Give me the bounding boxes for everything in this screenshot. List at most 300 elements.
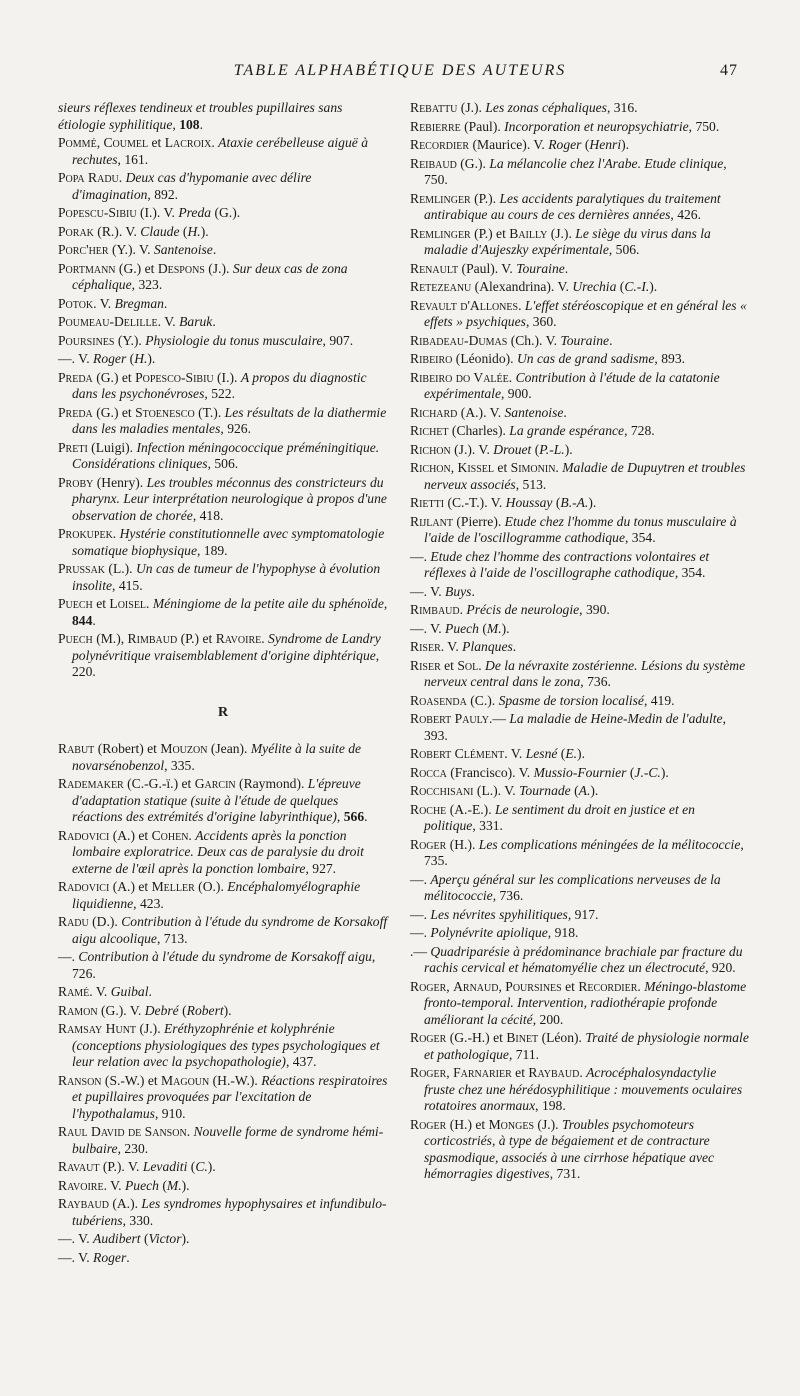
entry-text: , 731. [549,1166,581,1181]
index-entry [58,333,388,350]
article-title: Les résultats de la diathermie dans les maladies mentales [72,404,387,436]
entry-text: . [364,809,368,824]
index-entry [410,979,750,1029]
entry-text: (G.-H.) et [446,1030,507,1045]
entry-text: (J.). V. [450,441,494,457]
article-title: Acrocéphalosyndactylie fruste chez une hérédosyphilitique : mouvements oculaires rotatoires anormaux [424,1065,743,1113]
author-name: Meller [151,879,195,894]
article-title: Audibert [93,1231,141,1246]
author-name: Ramsay Hunt [58,1021,137,1036]
article-title: Le sentiment du droit en justice et en politique [424,801,695,833]
entry-text: 108 [179,116,200,132]
entry-text: , 230. [117,1140,149,1156]
entry-text: , 893. [654,351,686,366]
article-title: La mélancolie chez l'Arabe. Etude clinique [489,155,724,171]
entry-text: ( [140,1231,149,1246]
article-title: Contribution à l'étude du syndrome de Korsakoff aigu alcoolique [72,914,388,946]
entry-text: (A.-E.). [446,801,495,817]
article-title: Puech [445,620,479,636]
entry-text: , 323. [131,277,163,292]
author-name: Ribadeau-Dumas [410,332,508,348]
index-entry [58,776,388,826]
index-entry [58,242,388,259]
index-entry [58,224,388,241]
article-title: Méningo-blastome fronto-temporal. Intervention, radiothérapie profonde améliorant la cécité [424,978,747,1027]
entry-text: (H.) et [446,1116,489,1132]
entry-text: et [92,596,110,611]
entry-text: ( [126,351,135,366]
entry-text: , 415. [112,577,143,593]
index-entry [410,495,750,512]
author-name: Richon [410,441,451,457]
author-name: Popa Radu [58,170,119,185]
entry-text: , 390. [579,602,610,617]
index-entry [410,100,750,117]
index-entry [410,1030,750,1063]
article-title: Physiologie du tonus musculaire [145,332,323,348]
index-entry [58,828,388,878]
author-name: Ravaut [58,1159,100,1174]
article-title: H. [134,351,148,366]
index-entry [410,423,750,440]
entry-text: , 506. [207,456,239,471]
entry-text: . [508,369,516,385]
index-entry [410,279,750,296]
entry-text: . [555,460,563,475]
entry-text: (R.). V. [93,223,141,239]
index-entry [58,1073,388,1123]
entry-text: , 330. [122,1212,154,1228]
author-name: Rietti [410,495,445,510]
article-title: J.-C. [634,764,661,780]
entry-text: —. [410,871,431,887]
index-entry [410,298,750,331]
article-title: Urechia [572,279,617,294]
article-title: L'épreuve d'adaptation statique (suite à l'étude de quelques réactions des extrémités d'origine labyrinthique) [72,776,361,824]
index-entry [58,296,388,313]
entry-text: , [450,460,458,475]
entry-text: , [383,596,388,611]
entry-text: —. [410,906,431,922]
index-entry [58,261,388,294]
author-name: Rimbaud [127,631,178,646]
entry-text: , 736. [580,674,611,689]
index-entry [410,1117,750,1183]
entry-text: ( [616,279,625,294]
entry-text: . [126,1249,130,1265]
author-name: Preda [58,369,93,385]
article-title: Troubles psychomoteurs corticostriés, à type de bégaiement et de contracture spasmodique, associés à une cirrhose hépatique avec hémorragies digestives [424,1116,715,1181]
entry-text: , 726. [72,949,376,981]
entry-text: . [609,332,613,348]
index-entry [410,226,750,259]
entry-text: (P.) et [470,225,510,241]
index-entry [410,693,750,710]
author-name: Richon [410,460,451,475]
author-name: Puech [58,596,93,611]
author-name: Reibaud [410,155,457,171]
index-entry [58,205,388,222]
entry-text: , 927. [305,860,337,876]
entry-text: . [459,602,467,617]
author-name: Riser [410,657,441,673]
entry-text: R [217,704,229,720]
entry-text: . [512,639,517,654]
index-entry [58,741,388,774]
author-name: Roger [410,1065,447,1080]
entry-text: ). [207,1159,216,1174]
entry-text: (H.-W.). [209,1072,262,1088]
entry-text: (C.). [466,692,499,708]
index-entry [58,914,388,947]
author-name: Ribeiro [410,351,453,366]
author-name: Monges [488,1116,535,1132]
entry-text: , 750. [688,118,720,134]
index-entry [58,526,388,559]
article-title: Maladie de Dupuytren et troubles nerveux associés [424,460,746,492]
index-entry [58,949,388,982]
entry-text: , 220. [72,647,380,679]
entry-text: . V. [89,984,111,999]
author-name: Prussak [58,561,106,576]
article-title: sieurs réflexes tendineux et troubles pupillaires sans étiologie syphilitique, [58,100,343,132]
entry-text: , 354. [674,565,706,580]
entry-text: , 437. [285,1054,317,1069]
author-name: Roasenda [410,692,467,708]
article-title: M. [486,620,502,636]
entry-text: . [186,1124,194,1139]
entry-text: —. V. [58,351,94,366]
entry-text: et [440,657,458,673]
author-name: Mouzon [160,741,208,756]
article-title: Contribution à l'étude de la catatonie expérimentale [424,369,720,401]
article-title: Preda [178,205,212,220]
entry-text: , 418. [192,507,224,523]
index-entry [58,1250,388,1267]
article-title: De la névraxite zostérienne. Lésions du système nerveux central dans le zona [424,657,746,689]
entry-text: ). [660,764,669,780]
index-entry [410,746,750,763]
index-entry [58,370,388,403]
entry-text: ). [621,137,630,152]
author-name: Poursines [505,978,562,994]
article-title: Un cas de tumeur de l'hypophyse à évolution insolite [72,561,381,593]
entry-text: , 711. [508,1046,540,1062]
article-title: Roger [93,351,127,366]
author-name: Poursines [58,332,115,348]
index-entry [58,314,388,331]
entry-text: (G.). [456,155,490,171]
entry-text: (G.). V. [97,1002,145,1018]
entry-text: .— [488,711,510,726]
entry-text: . [563,404,567,420]
author-name: Proby [58,474,94,490]
index-entry [410,370,750,403]
article-title: Hystérie constitutionnelle avec symptomatologie somatique biophysique [72,526,385,558]
entry-text: . [637,978,645,994]
author-name: Ranson [58,1072,102,1088]
entry-text: (J.). [534,1116,562,1132]
author-name: Ramé [58,984,90,999]
author-name: Rimbaud [410,602,460,617]
author-name: Pommé [58,135,97,150]
entry-text: . [148,984,152,999]
article-title: Les accidents paralytiques du traitement antirabique au cours de ces dernières années [424,190,721,222]
entry-text: , 426. [670,207,701,222]
article-title: Santenoise [504,404,564,420]
entry-text: (S.-W.) et [101,1072,162,1088]
entry-text: . [92,612,96,628]
entry-text: , 522. [204,386,235,401]
author-name: Revault d'Allones [410,297,519,313]
author-name: Richet [410,423,449,438]
entry-text: (I.). V. [136,205,179,220]
article-title: A. [578,783,591,798]
article-title: P.-L. [539,441,565,457]
article-title: Syndrome de Landry polynévritique vraisemblablement d'origine diphtérique [72,631,381,663]
entry-text: ). [501,620,510,636]
index-entry [410,442,750,459]
article-title: Roger [93,1249,127,1265]
index-entry [410,907,750,924]
index-entry [58,1231,388,1248]
article-title: Lesné [525,746,558,761]
entry-text: ). [223,1002,232,1018]
entry-text: (C.-G.-ï.) et [123,776,195,791]
author-name: Arnaud [453,978,499,994]
author-name: Kissel [457,460,495,475]
entry-text: , 354. [625,530,656,545]
entry-text: 566 [343,809,365,824]
entry-text: , 713. [156,930,188,946]
index-entry [410,1065,750,1115]
entry-text: et [511,1065,529,1080]
entry-text: ( [178,1002,187,1018]
author-name: Prokupek [58,526,113,541]
page-header [0,62,800,86]
index-entry [410,460,750,493]
article-title: Drouet [493,441,532,457]
entry-text: ( [179,223,188,239]
author-name: Radovici [58,827,110,843]
entry-text: . [112,526,120,541]
entry-text: (I.). [213,369,241,385]
entry-text: ( [570,783,579,798]
entry-text: , 900. [501,386,532,401]
index-entry [410,872,750,905]
author-name: Recordier [410,137,470,152]
author-name: Recordier [578,978,638,994]
author-name: Binet [506,1030,539,1045]
author-name: Rocchisani [410,783,474,798]
author-name: Ravoire [215,631,262,646]
entry-text: (P.). [470,190,500,206]
entry-text: (Léonido). [452,351,517,366]
entry-text: ( [187,1159,196,1174]
entry-text: —. [410,925,431,940]
index-entry [410,333,750,350]
author-name: Popescu-Sibiu [58,205,137,220]
entry-text: (J.). [547,225,576,241]
article-title: Contribution à l'étude du syndrome de Korsakoff aigu [78,949,372,964]
index-entry [410,514,750,547]
entry-text: , 907. [322,332,354,348]
entry-text: , 189. [196,542,228,558]
entry-text: , 750. [424,155,727,187]
entry-text: . [518,297,525,313]
article-title: Puech [124,1177,159,1193]
author-name: Radu [58,914,89,929]
entry-text: (G.) et [92,404,136,420]
author-name: Magoun [161,1072,210,1088]
index-entry [58,100,388,133]
entry-text: , 736. [492,888,524,903]
article-title: Mussio-Fournier [533,764,627,780]
entry-text: ). [649,279,658,294]
index-entry [58,1124,388,1157]
entry-text: ). [590,783,599,798]
index-entry [58,984,388,1001]
entry-text: , 198. [535,1098,566,1113]
index-entry [58,1196,388,1229]
entry-text: (G.) et [92,369,136,385]
entry-text: . [212,314,216,329]
entry-text: (D.). [88,914,122,929]
entry-text: (P.). V. [99,1159,143,1174]
author-name: Roger [410,1030,447,1045]
author-name: Farnarier [453,1065,512,1080]
author-name: Roger [410,1116,447,1132]
article-title: Santenoise [153,242,213,257]
entry-text: —. [58,949,79,964]
author-name: Richard [410,404,458,420]
article-title: Méningiome de la petite aile du sphénoïde [152,596,384,611]
entry-text: . V. [504,746,526,761]
article-title: Aperçu général sur les complications nerveuses de la mélitococcie [424,871,721,903]
author-name: Sol [457,657,479,673]
index-entry [410,405,750,422]
index-entry [410,802,750,835]
entry-text: , 331. [472,818,503,833]
section-letter [58,705,388,722]
article-title: Touraine [516,260,565,276]
entry-text: et [148,135,165,150]
article-title: Les zonas céphaliques [485,100,607,115]
entry-text: , 917. [567,906,599,922]
author-name: Preda [58,404,93,420]
entry-text: . V. [93,295,115,311]
author-name: Remlinger [410,225,471,241]
entry-text: (Y.). [114,332,146,348]
entry-text: —. [410,548,431,564]
article-title: H. [187,223,201,239]
index-entry [410,584,750,601]
author-name: Stoenesco [135,404,195,420]
entry-text: ). [577,746,585,761]
entry-text: ). [181,1231,190,1246]
entry-text: , [446,978,454,994]
entry-text: (P.) et [177,631,216,646]
article-title: Accidents après la ponction lombaire exploratrice. Deux cas de paralysie du droit externe de l'œil après la ponction lombaire [72,827,364,876]
entry-text: . [199,116,203,132]
article-title: M. [166,1177,182,1193]
entry-text: (Luigi). [87,439,137,455]
entry-text: . [471,583,475,599]
entry-text: ( [557,746,566,761]
index-entry [58,170,388,203]
article-title: La grande espérance [509,423,625,438]
entry-text: ( [531,441,540,457]
author-name: Robert Pauly [410,711,489,726]
article-title: Nouvelle forme de syndrome hémi-bulbaire [72,1124,384,1156]
author-name: Bailly [509,225,548,241]
article-title: Infection méningococcique préméningitique. Considérations cliniques [72,439,380,471]
article-title: Ataxie cerébelleuse aiguë à rechutes [72,135,368,167]
index-entry [58,561,388,594]
entry-text: , [446,1065,454,1080]
entry-text: (J.). [136,1021,164,1036]
index-entry [58,475,388,525]
entry-text: (A.). V. [457,404,505,420]
entry-text: ( [478,620,487,636]
index-entry [58,879,388,912]
entry-text: . [211,135,219,150]
index-entry [410,119,750,136]
index-entry [410,602,750,619]
entry-text: ). [564,441,573,457]
article-title: Claude [140,223,180,239]
index-entry [410,261,750,278]
author-name: Robert Clément [410,746,505,761]
author-name: Lacroix [164,135,212,150]
index-entry [410,639,750,656]
entry-text: —. V. [410,583,446,599]
entry-text: (Paul). [460,118,505,134]
author-name: Coumel [103,135,149,150]
author-name: Simonin [510,460,556,475]
entry-text: , 393. [424,711,726,743]
author-name: Despons [157,260,205,276]
index-entry [410,351,750,368]
author-name: Ramon [58,1002,98,1018]
entry-text: (H.). [446,836,479,852]
entry-text: ). [181,1177,190,1193]
article-title: Houssay [505,495,553,510]
entry-text: , [336,809,344,824]
article-title: Myélite à la suite de novarsénobenzol [72,741,362,773]
index-entry [410,765,750,782]
entry-text: , 506. [608,242,640,257]
entry-text: . [261,631,269,646]
article-title: Baruk [179,314,213,329]
entry-text: (Francisco). V. [446,764,534,780]
index-entry [410,191,750,224]
entry-text: (A.) et [109,879,152,894]
entry-text: , 360. [525,314,557,329]
article-title: Les troubles méconnus des constricteurs du pharynx. Leur interprétation neurologique à propos d'une observation de chorée [72,474,387,523]
author-name: Roger [410,836,447,852]
author-name: Ribeiro do Valée [410,369,509,385]
article-title: L'effet stéréoscopique et en général les « effets » psychiques [424,297,747,329]
entry-text: , 735. [424,836,744,868]
entry-text: et [561,978,579,994]
article-title: C.-I. [624,279,650,294]
entry-text: —. V. [58,1249,94,1265]
entry-text: (M.), [92,631,128,646]
entry-text: (G.). [211,205,241,220]
author-name: Retezeanu [410,279,472,294]
author-name: Garcin [194,776,236,791]
